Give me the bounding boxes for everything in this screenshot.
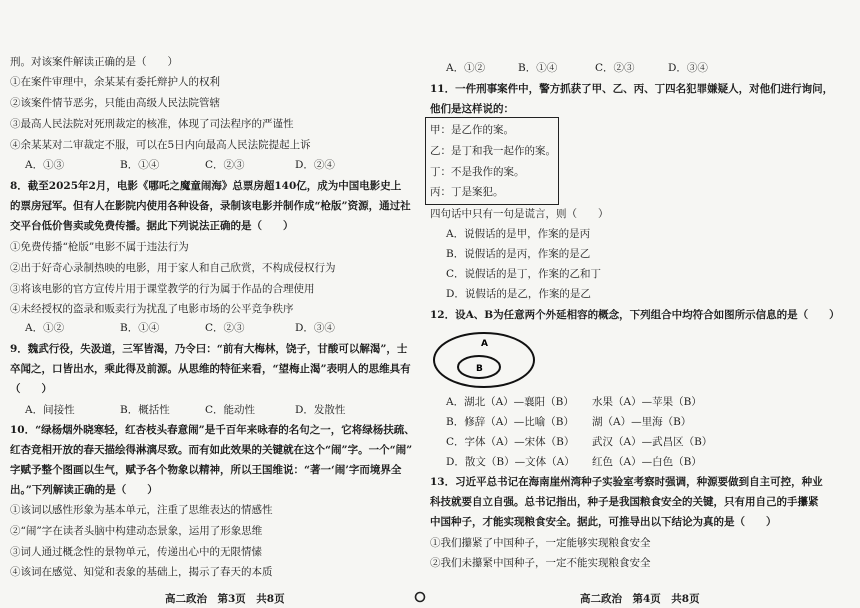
q8-option-a[interactable]: A．①② bbox=[25, 322, 65, 334]
q12-option-a-pair: 水果（A）—苹果（B） bbox=[592, 396, 702, 408]
statement-jia: 甲：是乙作的案。 bbox=[430, 124, 514, 136]
q9-option-d[interactable]: D．发散性 bbox=[295, 404, 346, 416]
q10-item-1: ①该词以感性形象为基本单元，注重了思维表达的情感性 bbox=[10, 504, 273, 516]
q11-option-d[interactable]: D．说假话的是乙，作案的是乙 bbox=[446, 288, 591, 300]
q10-stem-line-1: 10．“绿杨烟外晓寒轻，红杏枝头春意闹”是千百年来咏春的名句之一，它将绿杨扶疏、 bbox=[10, 424, 415, 436]
q11-option-a[interactable]: A．说假话的是甲，作案的是丙 bbox=[446, 228, 591, 240]
q12-stem: 12．设A、B为任意两个外延相容的概念，下列组合中均符合如图所示信息的是（ ） bbox=[430, 309, 840, 321]
q12-option-a[interactable]: A．湖北（A）—襄阳（B） bbox=[446, 396, 574, 408]
q12-option-c-pair: 武汉（A）—武昌区（B） bbox=[592, 436, 713, 448]
q7-option-c[interactable]: C．②③ bbox=[205, 159, 245, 171]
q7-option-d[interactable]: D．②④ bbox=[295, 159, 335, 171]
q13-stem-line-1: 13．习近平总书记在海南崖州湾种子实验室考察时强调，种源要做到自主可控，种业 bbox=[430, 476, 823, 488]
q11-question: 四句话中只有一句是谎言，则（ ） bbox=[430, 208, 609, 220]
q12-option-d[interactable]: D．散文（B）—文体（A） bbox=[446, 456, 575, 468]
q12-option-b[interactable]: B．修辞（A）—比喻（B） bbox=[446, 416, 575, 428]
q8-stem-line-2: 的票房冠军。但有人在影院内使用各种设备，录制该电影并制作成“枪版”资源，通过社 bbox=[10, 200, 411, 212]
q8-option-d[interactable]: D．③④ bbox=[295, 322, 335, 334]
q8-option-c[interactable]: C．②③ bbox=[205, 322, 245, 334]
q8-item-4: ④未经授权的盗录和贩卖行为扰乱了电影市场的公平竞争秩序 bbox=[10, 303, 294, 315]
q9-stem-line-1: 9．魏武行役，失汲道，三军皆渴，乃令曰：“前有大梅林，饶子，甘酸可以解渴”，士 bbox=[10, 343, 408, 355]
q11-option-b[interactable]: B．说假话的是丙，作案的是乙 bbox=[446, 248, 591, 260]
q9-option-c[interactable]: C．能动性 bbox=[205, 404, 256, 416]
concept-diagram bbox=[430, 330, 540, 392]
q10-stem-line-3: 字赋予整个图画以生气，赋予各个物象以精神，所以王国维说：“著一‘闹’字而境界全 bbox=[10, 464, 402, 476]
q7-item-2: ②该案件情节恶劣，只能由高级人民法院管辖 bbox=[10, 97, 220, 109]
q10-item-3: ③词人通过概念性的景物单元，传递出心中的无限情愫 bbox=[10, 546, 262, 558]
q7-item-1: ①在案件审理中，余某某有委托辩护人的权利 bbox=[10, 76, 220, 88]
right-page-footer: 高二政治 第4页 共8页 bbox=[580, 593, 700, 605]
q8-item-1: ①免费传播“枪版”电影不属于违法行为 bbox=[10, 241, 189, 253]
q13-item-2: ②我们未攥紧中国种子，一定不能实现粮食安全 bbox=[430, 557, 651, 569]
q7-option-a[interactable]: A．①③ bbox=[25, 159, 65, 171]
q8-stem-line-3: 交平台低价售卖或免费传播。据此下列说法正确的是（ ） bbox=[10, 220, 294, 232]
q12-option-b-pair: 湖（A）—里海（B） bbox=[592, 416, 692, 428]
concept-a-label: A bbox=[481, 339, 488, 349]
q11-option-c[interactable]: C．说假话的是丁，作案的乙和丁 bbox=[446, 268, 602, 280]
left-page-footer: 高二政治 第3页 共8页 bbox=[165, 593, 285, 605]
q11-stem-line-2: 他们是这样说的： bbox=[430, 103, 514, 115]
q7-stem: 刑。对该案件解读正确的是（ ） bbox=[10, 56, 178, 68]
binding-circle-icon bbox=[413, 590, 427, 604]
statement-ding: 丁：不是我作的案。 bbox=[430, 166, 525, 178]
q8-stem-line-1: 8．截至2025年2月，电影《哪吒之魔童闹海》总票房超140亿，成为中国电影史上 bbox=[10, 180, 402, 192]
right-page-lower bbox=[430, 0, 860, 608]
q8-item-2: ②出于好奇心录制热映的电影，用于家人和自己欣赏，不构成侵权行为 bbox=[10, 262, 336, 274]
q11-stem-line-1: 11．一件刑事案件中，警方抓获了甲、乙、丙、丁四名犯罪嫌疑人，对他们进行询问， bbox=[430, 83, 834, 95]
q9-stem-line-2: 卒闻之，口皆出水，乘此得及前源。从思维的特征来看，“望梅止渴”表明人的思维具有 bbox=[10, 363, 411, 375]
q10-item-4: ④该词在感觉、知觉和表象的基础上，揭示了春天的本质 bbox=[10, 566, 273, 578]
q12-option-d-pair: 红色（A）—白色（B） bbox=[592, 456, 702, 468]
q10-option-d[interactable]: D．③④ bbox=[668, 62, 708, 74]
q13-stem-line-3: 中国种子，才能实现粮食安全。据此，可推导出以下结论为真的是（ ） bbox=[430, 516, 777, 528]
q10-stem-line-2: 红杏竞相开放的春天描绘得淋漓尽致。而有如此效果的关键就在这个“闹”字。一个“闹” bbox=[10, 444, 413, 456]
q10-stem-line-4: 出。”下列解读正确的是（ ） bbox=[10, 484, 158, 496]
q8-option-b[interactable]: B．①④ bbox=[120, 322, 160, 334]
q7-item-3: ③最高人民法院对死刑裁定的核准，体现了司法程序的严谨性 bbox=[10, 118, 294, 130]
statement-bing: 丙：丁是案犯。 bbox=[430, 186, 504, 198]
q9-stem-line-3: （ ） bbox=[10, 383, 52, 395]
q9-option-a[interactable]: A．间接性 bbox=[25, 404, 75, 416]
statement-yi: 乙：是丁和我一起作的案。 bbox=[430, 145, 556, 157]
q9-option-b[interactable]: B．概括性 bbox=[120, 404, 170, 416]
q12-option-c[interactable]: C．字体（A）—宋体（B） bbox=[446, 436, 575, 448]
concept-b-label: B bbox=[476, 364, 483, 374]
q10-option-a[interactable]: A．①② bbox=[446, 62, 486, 74]
q13-item-1: ①我们攥紧了中国种子，一定能够实现粮食安全 bbox=[430, 537, 651, 549]
q10-option-b[interactable]: B．①④ bbox=[518, 62, 558, 74]
q13-stem-line-2: 科技就要自立自强。总书记指出，种子是我国粮食安全的关键，只有用自己的手攥紧 bbox=[430, 496, 819, 508]
q10-option-c[interactable]: C．②③ bbox=[595, 62, 635, 74]
q10-item-2: ②“闹”字在读者头脑中构建动态景象，运用了形象思维 bbox=[10, 525, 263, 537]
q7-option-b[interactable]: B．①④ bbox=[120, 159, 160, 171]
q7-item-4: ④余某某对二审裁定不服，可以在5日内向最高人民法院提起上诉 bbox=[10, 139, 311, 151]
q8-item-3: ③将该电影的官方宣传片用于课堂教学的行为属于作品的合理使用 bbox=[10, 283, 315, 295]
